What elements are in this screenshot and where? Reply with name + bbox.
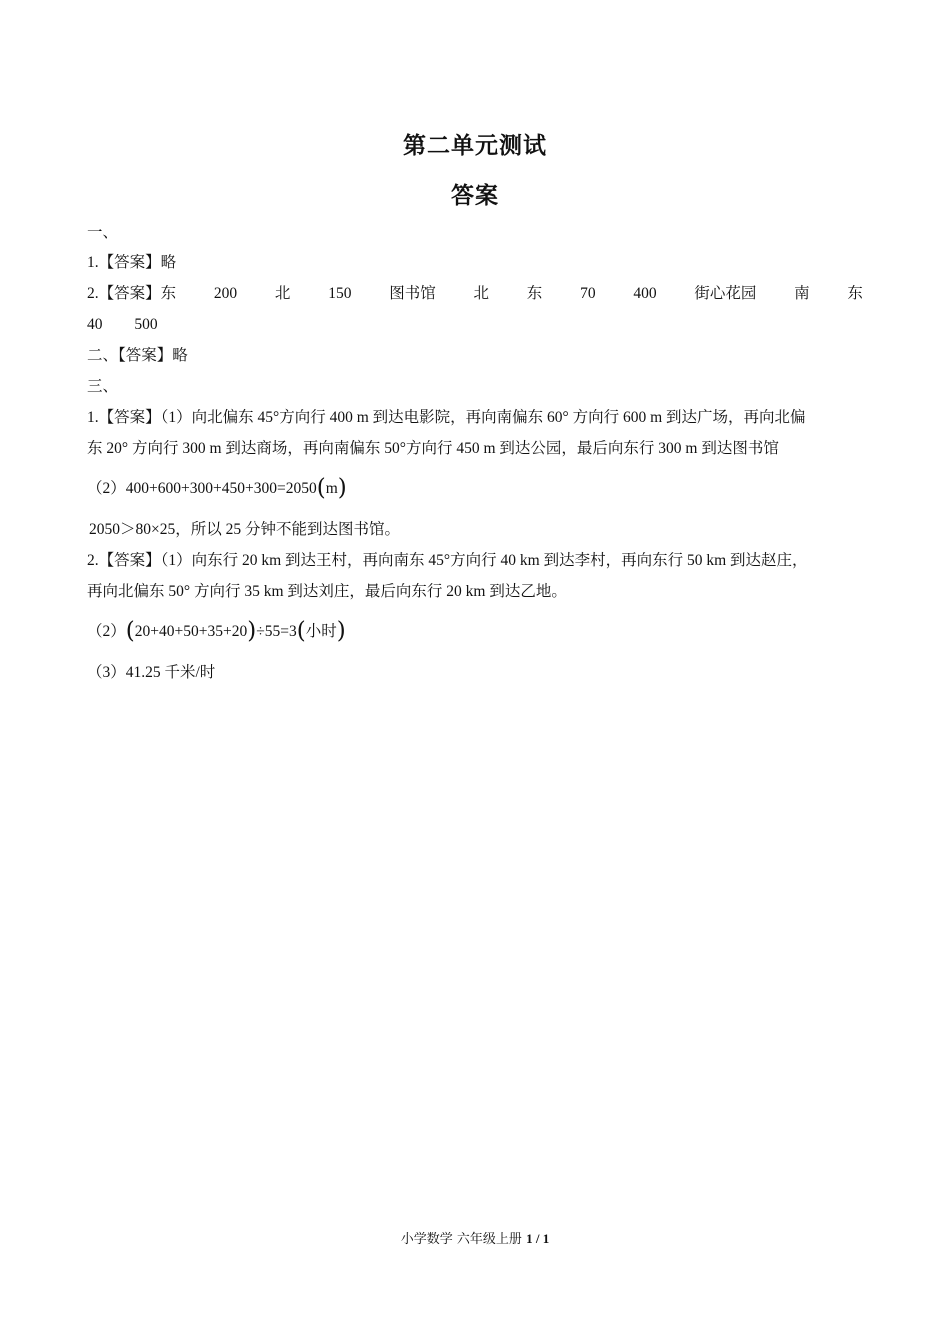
token: 500 bbox=[134, 316, 158, 333]
footer-subject: 小学数学 六年级上册 bbox=[400, 1232, 522, 1247]
token: 北 bbox=[274, 285, 291, 302]
paren-close: ) bbox=[336, 618, 346, 644]
paren-open: ( bbox=[125, 618, 135, 644]
answer-3-1-line-d: 2050＞80×25，所以 25 分钟不能到达图书馆。 bbox=[89, 521, 400, 538]
answer-1-1: 1.【答案】略 bbox=[87, 254, 177, 271]
paren-open: ( bbox=[296, 618, 306, 644]
answer-3-2-line-d: （3）41.25 千米/时 bbox=[87, 664, 216, 681]
token: 2.【答案】东 bbox=[87, 285, 177, 302]
answer-3-1-line-c bbox=[87, 477, 347, 501]
paren-close: ) bbox=[247, 618, 257, 644]
answer-3-1-line-a: 1.【答案】（1）向北偏东 45°方向行 400 m 到达电影院，再向南偏东 60° 方向行 600 m 到达广场，再向北偏 bbox=[87, 409, 806, 426]
answer-1-2-row bbox=[87, 282, 863, 306]
page-title: 第二单元测试 bbox=[403, 133, 547, 159]
answer-3-2-line-c bbox=[87, 620, 346, 644]
token: 40 bbox=[87, 316, 103, 333]
unit: m bbox=[325, 480, 338, 497]
section-one-header: 一、 bbox=[87, 224, 119, 241]
answer-3-1-line-b: 东 20° 方向行 300 m 到达商场，再向南偏东 50°方向行 450 m 到达公园，最后向东行 300 m 到达图书馆 bbox=[87, 440, 779, 457]
token: 南 bbox=[794, 285, 810, 302]
page-subtitle: 答案 bbox=[451, 183, 499, 209]
label: （2） bbox=[87, 623, 126, 640]
token: 图书馆 bbox=[389, 285, 436, 302]
answer-3-2-line-b: 再向北偏东 50° 方向行 35 km 到达刘庄，最后向东行 20 km 到达乙地。 bbox=[87, 583, 567, 600]
unit: 小时 bbox=[305, 623, 337, 640]
answer-1-2-cont bbox=[87, 313, 158, 337]
page-footer bbox=[0, 1228, 950, 1247]
token: 东 bbox=[847, 285, 863, 302]
token: 东 bbox=[526, 285, 543, 302]
equation: （2）400+600+300+450+300=2050 bbox=[87, 480, 317, 497]
paren-open: ( bbox=[316, 475, 326, 501]
token: 400 bbox=[633, 285, 657, 302]
footer-page-number: 1 / 1 bbox=[526, 1231, 550, 1246]
token: 街心花园 bbox=[694, 285, 757, 302]
expression: 20+40+50+35+20 bbox=[134, 623, 248, 640]
token: 70 bbox=[580, 285, 596, 302]
section-two: 二、【答案】略 bbox=[87, 347, 188, 364]
paren-close: ) bbox=[337, 475, 347, 501]
token: 北 bbox=[473, 285, 490, 302]
division: ÷55=3 bbox=[256, 623, 297, 640]
answer-3-2-line-a: 2.【答案】（1）向东行 20 km 到达王村，再向南东 45°方向行 40 km 到达李村，再向东行 50 km 到达赵庄， bbox=[87, 552, 808, 569]
section-three-header: 三、 bbox=[87, 378, 119, 395]
token: 200 bbox=[213, 285, 238, 302]
token: 150 bbox=[328, 285, 352, 302]
